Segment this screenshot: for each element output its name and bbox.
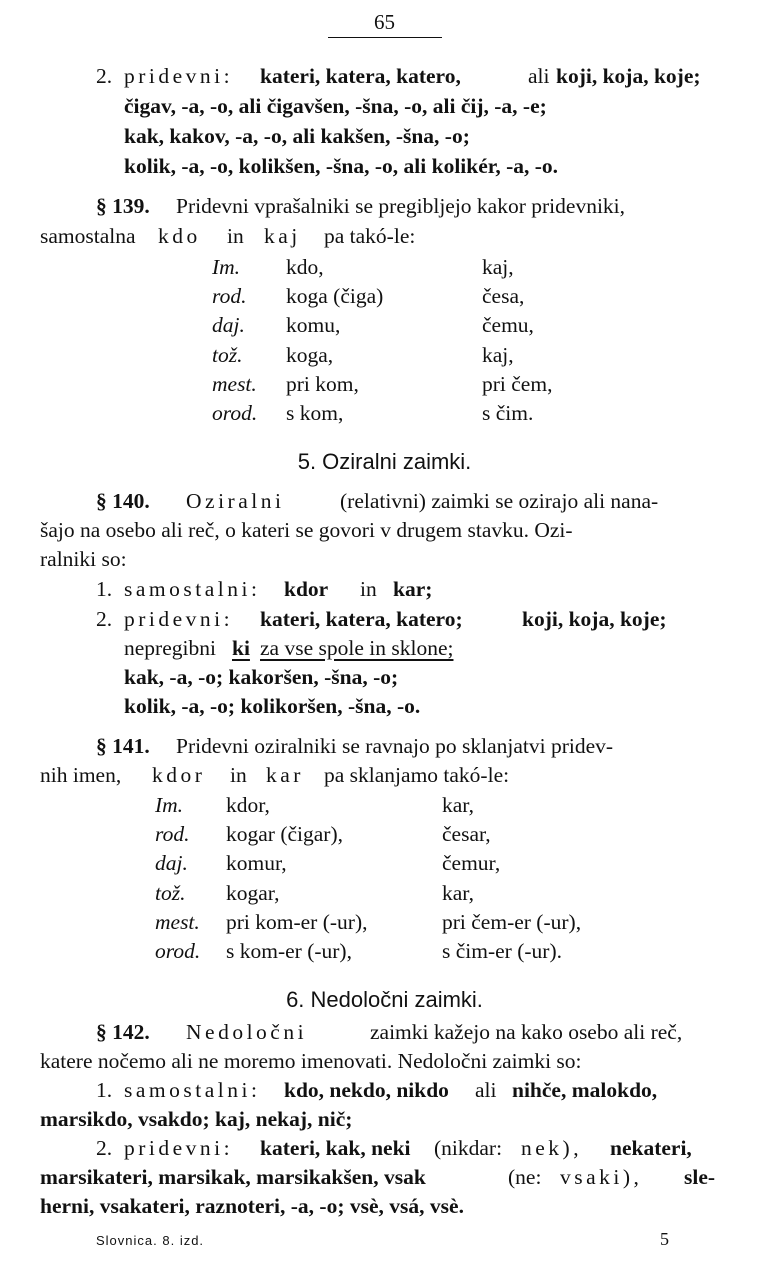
book-page: 65 2. pridevni: kateri, katera, katero, ali koji, koja, koje; čigav, -a, -o, ali čigavšen, -šna, -o, ali čij, -a, -e; kak, kakov, -a, -o, ali kakšen, -šna, -o; kolik, -a, -o, kolikšen, -šna, -o, ali kolikér, -a, -o. § 139. Pridevni vprašalniki se pregibljejo kakor pridevniki, samostalna kdo in kaj pa takó-le: Im. kdo, kaj, rod. koga (čiga) česa, daj. komu, čemu, tož. koga, kaj, mest. pri kom, pri čem, orod. s kom, s čim. 5. Oziralni zaimki. § 140. Oziralni (relativni) zaimki se ozirajo ali nana- šajo na osebo ali reč, o kateri se govori v drugem stavku. Ozi- ralniki so: 1. samostalni: kdor in kar; 2. pridevni: kateri, katera, katero; koji, koja, koje; nepregibni ki za vse spole in sklone; kak, -a, -o; kakoršen, -šna, -o; kolik, -a, -o; kolikoršen, -šna, -o. § 141. Pridevni oziralniki se ravnajo po sklanjatvi pridev- nih imen, kdor in kar pa sklanjamo takó-le: Im. kdor, kar, rod. kogar (čigar), česar, daj. komur, čemur, tož. kogar, kar, mest. pri kom-er (-ur), pri čem-er (-ur), orod. s kom-er (-ur), s čim-er (-ur). 6. Nedoločni zaimki. § 142. Nedoločni zaimki kažejo na kako osebo ali reč, katere nočemo ali ne moremo imenovati. Nedoločni zaimki so: 1. samostalni: kdo, nekdo, nikdo ali nihče, malokdo, marsikdo, vsakdo; kaj, nekaj, nič; 2. pridevni: kateri, kak, neki (nikdar: nek), nekateri, marsikateri, marsikak, marsikakšen, vsak (ne: vsaki), sle- herni, vsakateri, raznoteri, -a, -o; vsè, vsá, vsè. Slovnica. 8. izd. 5 (0, 0, 769, 1273)
table-cell-case: daj. (212, 313, 245, 338)
table-cell-b: česa, (482, 284, 525, 309)
table-cell-case: daj. (155, 851, 188, 876)
table-cell-b: kar, (442, 793, 474, 817)
table-cell-b: pri čem, (482, 371, 553, 396)
table-cell-case: orod. (155, 939, 201, 963)
table-cell-a: pri kom-er (-ur), (226, 909, 368, 934)
table-cell-a: s kom, (286, 401, 344, 425)
table-cell-b: kaj, (482, 342, 514, 367)
table-cell-case: mest. (212, 371, 257, 396)
table-cell-case: tož. (212, 342, 243, 367)
page-number: 65 (374, 10, 395, 34)
table-cell-b: s čim. (482, 401, 534, 425)
table-cell-case: Im. (155, 793, 184, 817)
table-cell-a: kdo, (286, 255, 324, 279)
table-cell-case: mest. (155, 909, 200, 934)
table-cell-a: komu, (286, 313, 341, 338)
table-cell-a: pri kom, (286, 371, 359, 396)
table-cell-a: koga (čiga) (286, 284, 384, 309)
table-cell-a: koga, (286, 342, 334, 367)
table-cell-b: kaj, (482, 255, 514, 279)
table-cell-a: s kom-er (-ur), (226, 939, 352, 963)
table-cell-case: rod. (212, 284, 247, 309)
table-cell-case: rod. (155, 822, 190, 847)
table-cell-a: kogar, (226, 880, 280, 905)
table-cell-case: Im. (212, 255, 241, 279)
section-heading-6: 6. Nedoločni zaimki. (286, 987, 483, 1012)
page-number-rule (328, 37, 442, 38)
table-cell-b: česar, (442, 822, 491, 847)
table-cell-b: kar, (442, 880, 474, 905)
section-mark: § 141. (96, 734, 150, 758)
table-cell-a: kdor, (226, 793, 270, 817)
section-mark: § 142. (96, 1020, 150, 1044)
table-cell-a: komur, (226, 851, 287, 876)
section-mark: § 140. (96, 489, 150, 513)
table-cell-b: čemu, (482, 313, 534, 338)
footer-signature-number: 5 (660, 1229, 669, 1249)
table-cell-a: kogar (čigar), (226, 822, 343, 847)
table-cell-case: tož. (155, 880, 186, 905)
section-mark: § 139. (96, 194, 150, 218)
footer-book-title: Slovnica. 8. izd. (96, 1233, 205, 1248)
section-heading-5: 5. Oziralni zaimki. (297, 449, 472, 474)
table-cell-b: pri čem-er (-ur), (442, 909, 582, 934)
table-cell-case: orod. (212, 401, 258, 425)
table-cell-b: čemur, (442, 851, 501, 876)
table-cell-b: s čim-er (-ur). (442, 939, 562, 963)
